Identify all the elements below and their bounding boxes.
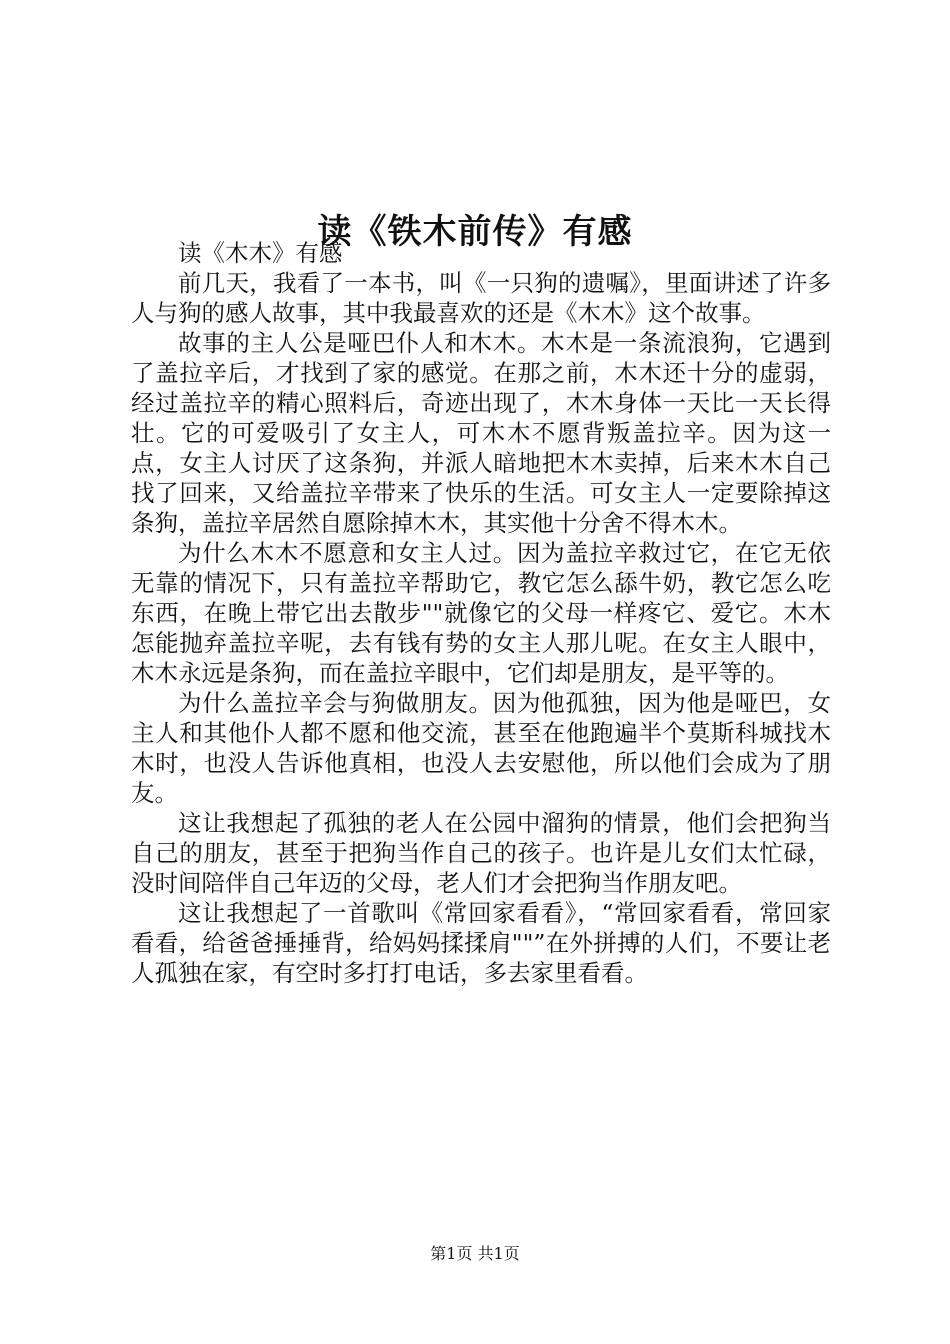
document-body bbox=[131, 238, 831, 988]
paragraph: 为什么盖拉辛会与狗做朋友。因为他孤独，因为他是哑巴，女主人和其他仆人都不愿和他交流，甚至在他跑遍半个莫斯科城找木木时，也没人告诉他真相，也没人去安慰他，所以他们会成为了朋友。 bbox=[131, 689, 831, 807]
paragraph: 为什么木木不愿意和女主人过。因为盖拉辛救过它，在它无依无靠的情况下，只有盖拉辛帮助它，教它怎么舔牛奶，教它怎么吃东西，在晚上带它出去散步""就像它的父母一样疼它、爱它。木木怎能抛弃盖拉辛呢，去有钱有势的女主人那儿呢。在女主人眼中，木木永远是条狗，而在盖拉辛眼中，它们却是朋友，是平等的。 bbox=[131, 539, 831, 687]
paragraph: 这让我想起了一首歌叫《常回家看看》，“常回家看看，常回家看看，给爸爸捶捶背，给妈妈揉揉肩""”在外拼搏的人们，不要让老人孤独在家，有空时多打打电话，多去家里看看。 bbox=[131, 899, 831, 987]
paragraph: 前几天，我看了一本书，叫《一只狗的遗嘱》，里面讲述了许多人与狗的感人故事，其中我最喜欢的还是《木木》这个故事。 bbox=[131, 269, 831, 327]
paragraph-subtitle: 读《木木》有感 bbox=[178, 239, 343, 267]
paragraph: 这让我想起了孤独的老人在公园中溜狗的情景，他们会把狗当自己的朋友，甚至于把狗当作自己的孩子。也许是儿女们太忙碌，没时间陪伴自己年迈的父母，老人们才会把狗当作朋友吧。 bbox=[131, 809, 831, 897]
paragraph: 故事的主人公是哑巴仆人和木木。木木是一条流浪狗，它遇到了盖拉辛后，才找到了家的感觉。在那之前，木木还十分的虚弱，经过盖拉辛的精心照料后，奇迹出现了，木木身体一天比一天长得壮。它的可爱吸引了女主人，可木木不愿背叛盖拉辛。因为这一点，女主人讨厌了这条狗，并派人暗地把木木卖掉，后来木木自己找了回来，又给盖拉辛带来了快乐的生活。可女主人一定要除掉这条狗，盖拉辛居然自愿除掉木木，其实他十分舍不得木木。 bbox=[131, 329, 831, 537]
page-footer: 第1页 共1页 bbox=[430, 1244, 520, 1263]
document-title: 读《铁木前传》有感 bbox=[317, 211, 633, 252]
